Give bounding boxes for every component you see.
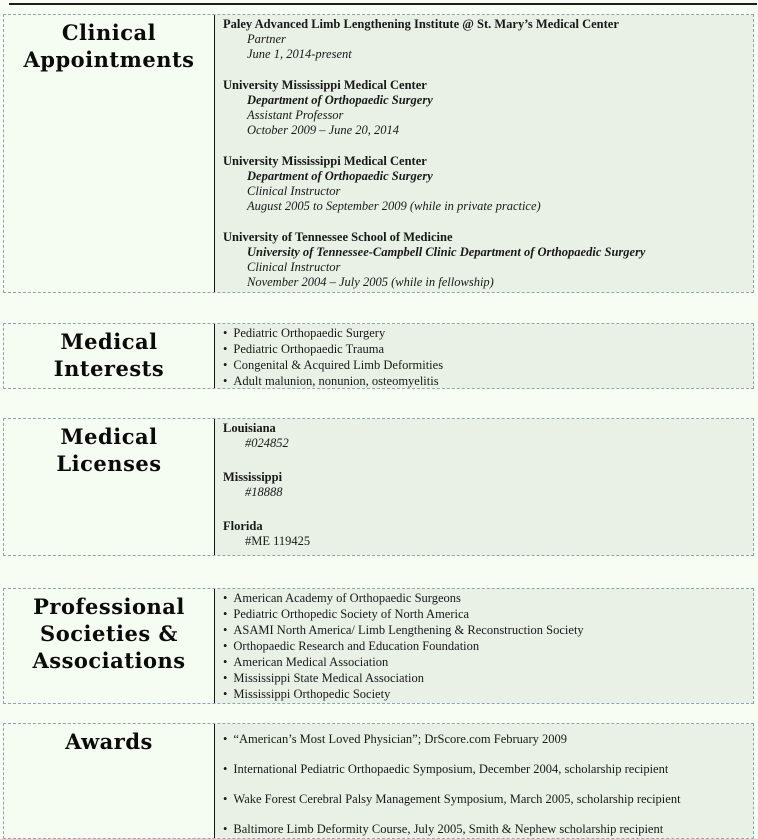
section-heading-line: Awards bbox=[65, 729, 153, 754]
list-item: • Congenital & Acquired Limb Deformities bbox=[223, 357, 745, 373]
license-entry bbox=[223, 421, 745, 451]
appointment-entry bbox=[223, 230, 745, 290]
medical-interests-content-cell bbox=[214, 324, 753, 388]
awards-heading-cell bbox=[4, 724, 214, 838]
appointment-dates: October 2009 – June 20, 2014 bbox=[247, 123, 400, 137]
list-item: • Mississippi State Medical Association bbox=[223, 670, 745, 686]
award-item: • Baltimore Limb Deformity Course, July 2005, Smith & Nephew scholarship recipient bbox=[223, 822, 745, 837]
section-awards bbox=[3, 723, 754, 839]
appointment-department: University of Tennessee-Campbell Clinic Department of Orthopaedic Surgery bbox=[247, 245, 646, 259]
appointment-organization: University of Tennessee School of Medicine bbox=[223, 230, 453, 244]
appointment-organization: University Mississippi Medical Center bbox=[223, 78, 427, 92]
appointment-role: Clinical Instructor bbox=[247, 260, 341, 274]
appointment-organization: Paley Advanced Limb Lengthening Institute @ St. Mary’s Medical Center bbox=[223, 17, 619, 31]
section-medical-interests bbox=[3, 323, 754, 389]
appointment-role: Partner bbox=[247, 32, 286, 46]
section-heading-line: Societies & bbox=[40, 621, 178, 646]
professional-societies-heading-cell bbox=[4, 589, 214, 703]
appointment-role: Clinical Instructor bbox=[247, 184, 341, 198]
medical-interests-heading-cell bbox=[4, 324, 214, 388]
section-heading-line: Appointments bbox=[23, 47, 195, 72]
section-heading-line: Interests bbox=[53, 356, 165, 381]
professional-societies-content-cell bbox=[214, 589, 753, 703]
section-heading-line: Medical bbox=[60, 424, 158, 449]
license-state: Florida bbox=[223, 519, 263, 533]
award-item: • “American’s Most Loved Physician”; DrScore.com February 2009 bbox=[223, 732, 745, 747]
appointment-department: Department of Orthopaedic Surgery bbox=[247, 169, 433, 183]
section-medical-licenses bbox=[3, 418, 754, 556]
section-clinical-appointments bbox=[3, 14, 754, 293]
section-professional-societies bbox=[3, 588, 754, 704]
list-item: • Pediatric Orthopedic Society of North America bbox=[223, 606, 745, 622]
section-heading-line: Clinical bbox=[61, 20, 157, 45]
license-number: #ME 119425 bbox=[245, 534, 311, 548]
appointment-dates: June 1, 2014-present bbox=[247, 47, 352, 61]
list-item: • ASAMI North America/ Limb Lengthening & Reconstruction Society bbox=[223, 622, 745, 638]
appointment-entry bbox=[223, 78, 745, 138]
section-heading-line: Associations bbox=[32, 648, 186, 673]
appointment-entry bbox=[223, 17, 745, 62]
list-item: • Pediatric Orthopaedic Surgery bbox=[223, 325, 745, 341]
list-item: • American Medical Association bbox=[223, 654, 745, 670]
section-heading-line: Professional bbox=[33, 594, 185, 619]
appointment-organization: University Mississippi Medical Center bbox=[223, 154, 427, 168]
list-item: • Pediatric Orthopaedic Trauma bbox=[223, 341, 745, 357]
list-item: • American Academy of Orthopaedic Surgeons bbox=[223, 590, 745, 606]
license-state: Louisiana bbox=[223, 421, 276, 435]
awards-content-cell bbox=[214, 724, 753, 838]
license-number: #024852 bbox=[245, 436, 289, 450]
license-entry bbox=[223, 519, 745, 549]
clinical-appointments-heading-cell bbox=[4, 15, 214, 292]
medical-licenses-heading-cell bbox=[4, 419, 214, 555]
medical-licenses-content-cell bbox=[214, 419, 753, 555]
license-number: #18888 bbox=[245, 485, 283, 499]
appointment-entry bbox=[223, 154, 745, 214]
section-heading-line: Licenses bbox=[56, 451, 162, 476]
clinical-appointments-content-cell bbox=[214, 15, 753, 292]
list-item: • Orthopaedic Research and Education Foundation bbox=[223, 638, 745, 654]
appointment-dates: November 2004 – July 2005 (while in fellowship) bbox=[247, 275, 494, 289]
list-item: • Mississippi Orthopedic Society bbox=[223, 686, 745, 702]
top-divider-line bbox=[9, 3, 757, 5]
license-entry bbox=[223, 470, 745, 500]
appointment-department: Department of Orthopaedic Surgery bbox=[247, 93, 433, 107]
license-state: Mississippi bbox=[223, 470, 283, 484]
section-heading-line: Medical bbox=[60, 329, 158, 354]
list-item: • Adult malunion, nonunion, osteomyelitis bbox=[223, 373, 745, 388]
award-item: • Wake Forest Cerebral Palsy Management Symposium, March 2005, scholarship recipient bbox=[223, 792, 745, 807]
award-item: • International Pediatric Orthopaedic Symposium, December 2004, scholarship recipient bbox=[223, 762, 745, 777]
appointment-role: Assistant Professor bbox=[247, 108, 344, 122]
appointment-dates: August 2005 to September 2009 (while in private practice) bbox=[247, 199, 541, 213]
